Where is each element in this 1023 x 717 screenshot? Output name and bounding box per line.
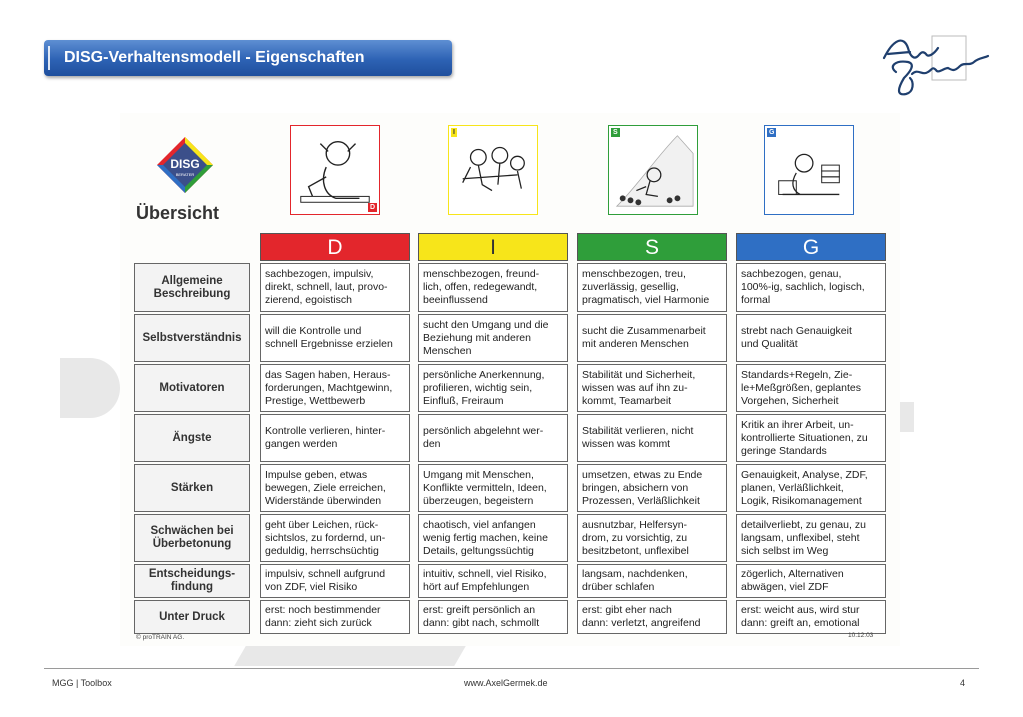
disg-badge-subtext: BERATER bbox=[175, 172, 195, 177]
table-cell: das Sagen haben, Heraus- forderungen, Machtgewinn, Prestige, Wettbewerb bbox=[260, 364, 410, 412]
watermark-left bbox=[60, 358, 120, 418]
table-cell: Kontrolle verlieren, hinter- gangen werden bbox=[260, 414, 410, 462]
table-cell: erst: weicht aus, wird stur dann: greift an, emotional bbox=[736, 600, 886, 634]
footer-left: MGG | Toolbox bbox=[52, 678, 112, 688]
table-cell: persönliche Anerkennung, profilieren, wichtig sein, Einfluß, Freiraum bbox=[418, 364, 568, 412]
illustration-s bbox=[608, 125, 698, 215]
row-label-entscheidungsfindung: Entscheidungs- findung bbox=[134, 564, 250, 598]
column-header-d: D bbox=[260, 233, 410, 261]
page-number: 4 bbox=[960, 678, 966, 688]
column-header-g: G bbox=[736, 233, 886, 261]
table-cell: geht über Leichen, rück- sichtslos, zu fordernd, un- geduldig, herrschsüchtig bbox=[260, 514, 410, 562]
table-cell: erst: greift persönlich an dann: gibt nach, schmollt bbox=[418, 600, 568, 634]
table-cell: langsam, nachdenken, drüber schlafen bbox=[577, 564, 727, 598]
table-cell: impulsiv, schnell aufgrund von ZDF, viel Risiko bbox=[260, 564, 410, 598]
table-cell: Kritik an ihrer Arbeit, un- kontrollierte Situationen, zu geringe Standards bbox=[736, 414, 886, 462]
row-label-staerken: Stärken bbox=[134, 464, 250, 512]
row-label-aengste: Ängste bbox=[134, 414, 250, 462]
table-cell: Standards+Regeln, Zie- le+Meßgrößen, geplantes Vorgehen, Sicherheit bbox=[736, 364, 886, 412]
table-cell: chaotisch, viel anfangen wenig fertig machen, keine Details, geltungssüchtig bbox=[418, 514, 568, 562]
table-cell: Genauigkeit, Analyse, ZDF, planen, Verläßlichkeit, Logik, Risikomanagement bbox=[736, 464, 886, 512]
column-header-s: S bbox=[577, 233, 727, 261]
table-cell: zögerlich, Alternativen abwägen, viel ZDF bbox=[736, 564, 886, 598]
table-cell: menschbezogen, treu, zuverlässig, gesellig, pragmatisch, viel Harmonie bbox=[577, 263, 727, 312]
illustration-g-letter: G bbox=[769, 129, 775, 136]
illustration-g bbox=[764, 125, 854, 215]
footer-url[interactable]: www.AxelGermek.de bbox=[464, 678, 548, 688]
illustration-d-letter: D bbox=[369, 204, 375, 211]
axel-germek-logo bbox=[874, 32, 994, 102]
table-cell: erst: gibt eher nach dann: verletzt, angreifend bbox=[577, 600, 727, 634]
row-label-unter-druck: Unter Druck bbox=[134, 600, 250, 634]
table-cell: umsetzen, etwas zu Ende bringen, absichern von Prozessen, Verläßlichkeit bbox=[577, 464, 727, 512]
disg-overview-panel bbox=[120, 113, 900, 646]
table-cell: Stabilität und Sicherheit, wissen was auf ihn zu- kommt, Teamarbeit bbox=[577, 364, 727, 412]
table-cell: strebt nach Genauigkeit und Qualität bbox=[736, 314, 886, 362]
table-date: 10.12.03 bbox=[848, 632, 874, 639]
copyright-note: © proTRAIN AG. bbox=[136, 634, 185, 641]
row-label-allgemeine-beschreibung: Allgemeine Beschreibung bbox=[134, 263, 250, 312]
table-cell: will die Kontrolle und schnell Ergebnisse erzielen bbox=[260, 314, 410, 362]
column-header-i: I bbox=[418, 233, 568, 261]
table-cell: sachbezogen, impulsiv, direkt, schnell, laut, provo- zierend, egoistisch bbox=[260, 263, 410, 312]
table-cell: menschbezogen, freund- lich, offen, redegewandt, beeinflussend bbox=[418, 263, 568, 312]
row-label-schwaechen: Schwächen bei Überbetonung bbox=[134, 514, 250, 562]
illustration-i bbox=[448, 125, 538, 215]
row-label-motivatoren: Motivatoren bbox=[134, 364, 250, 412]
table-cell: ausnutzbar, Helfersyn- drom, zu vorsichtig, zu besitzbetont, unflexibel bbox=[577, 514, 727, 562]
footer-divider bbox=[44, 668, 979, 669]
overview-heading: Übersicht bbox=[136, 203, 220, 223]
table-cell: Impulse geben, etwas bewegen, Ziele erreichen, Widerstände überwinden bbox=[260, 464, 410, 512]
table-cell: erst: noch bestimmender dann: zieht sich zurück bbox=[260, 600, 410, 634]
watermark-right bbox=[900, 402, 914, 432]
illustration-s-letter: S bbox=[613, 129, 618, 136]
table-cell: sucht den Umgang und die Beziehung mit anderen Menschen bbox=[418, 314, 568, 362]
table-cell: sucht die Zusammenarbeit mit anderen Menschen bbox=[577, 314, 727, 362]
page-title-banner bbox=[44, 40, 452, 76]
illustration-d bbox=[290, 125, 380, 215]
disg-badge-logo bbox=[154, 134, 216, 196]
table-cell: Umgang mit Menschen, Konflikte vermitteln, Ideen, überzeugen, begeistern bbox=[418, 464, 568, 512]
illustration-i-letter: I bbox=[453, 129, 455, 136]
table-cell: persönlich abgelehnt wer- den bbox=[418, 414, 568, 462]
table-cell: intuitiv, schnell, viel Risiko, hört auf Empfehlungen bbox=[418, 564, 568, 598]
page-title: DISG-Verhaltensmodell - Eigenschaften bbox=[64, 49, 365, 66]
watermark-bottom bbox=[234, 646, 466, 666]
disg-badge-text: DISG bbox=[170, 157, 200, 171]
table-cell: detailverliebt, zu genau, zu langsam, unflexibel, steht sich selbst im Weg bbox=[736, 514, 886, 562]
table-cell: Stabilität verlieren, nicht wissen was kommt bbox=[577, 414, 727, 462]
table-cell: sachbezogen, genau, 100%-ig, sachlich, logisch, formal bbox=[736, 263, 886, 312]
row-label-selbstverstaendnis: Selbstverständnis bbox=[134, 314, 250, 362]
